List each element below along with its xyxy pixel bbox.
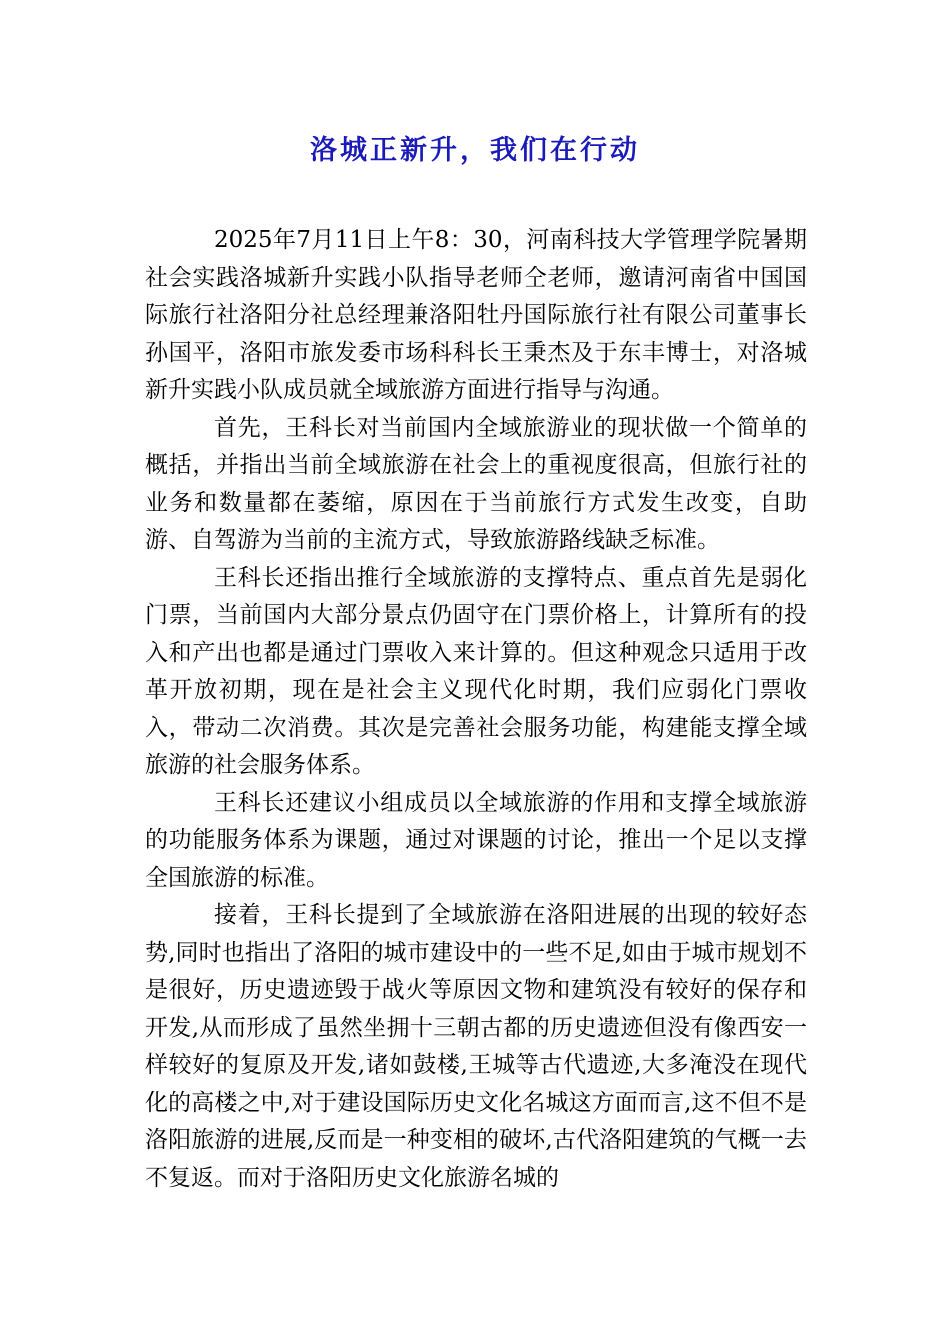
document-title: 洛城正新升，我们在行动 <box>310 135 640 166</box>
document-body <box>145 222 807 1197</box>
paragraph: 首先，王科长对当前国内全域旅游业的现状做一个简单的概括，并指出当前全域旅游在社会上的重视度很高，但旅行社的业务和数量都在萎缩，原因在于当前旅行方式发生改变，自助游、自驾游为当前的主流方式，导致旅游路线缺乏标准。 <box>145 414 807 553</box>
paragraph: 王科长还建议小组成员以全域旅游的作用和支撑全域旅游的功能服务体系为课题，通过对课题的讨论，推出一个足以支撑全国旅游的标准。 <box>145 789 807 891</box>
paragraph: 接着，王科长提到了全域旅游在洛阳进展的出现的较好态势,同时也指出了洛阳的城市建设中的一些不足,如由于城市规划不是很好，历史遗迹毁于战火等原因文物和建筑没有较好的保存和开发,从而形成了虽然坐拥十三朝古都的历史遗迹但没有像西安一样较好的复原及开发,诸如鼓楼,王城等古代遗迹,大多淹没在现代化的高楼之中,对于建设国际历史文化名城这方面而言,这不但不是洛阳旅游的进展,反而是一种变相的破坏,古代洛阳建筑的气概一去不复返。而对于洛阳历史文化旅游名城的 <box>145 902 807 1191</box>
paragraph: 王科长还指出推行全域旅游的支撑特点、重点首先是弱化门票，当前国内大部分景点仍固守在门票价格上，计算所有的投入和产出也都是通过门票收入来计算的。但这种观念只适用于改革开放初期，现在是社会主义现代化时期，我们应弱化门票收入，带动二次消费。其次是完善社会服务功能，构建能支撑全域旅游的社会服务体系。 <box>145 564 807 778</box>
paragraph: 2025年7月11日上午8：30，河南科技大学管理学院暑期社会实践洛城新升实践小队指导老师仝老师，邀请河南省中国国际旅行社洛阳分社总经理兼洛阳牡丹国际旅行社有限公司董事长孙国平，洛阳市旅发委市场科科长王秉杰及于东丰博士，对洛城新升实践小队成员就全域旅游方面进行指导与沟通。 <box>145 227 807 403</box>
